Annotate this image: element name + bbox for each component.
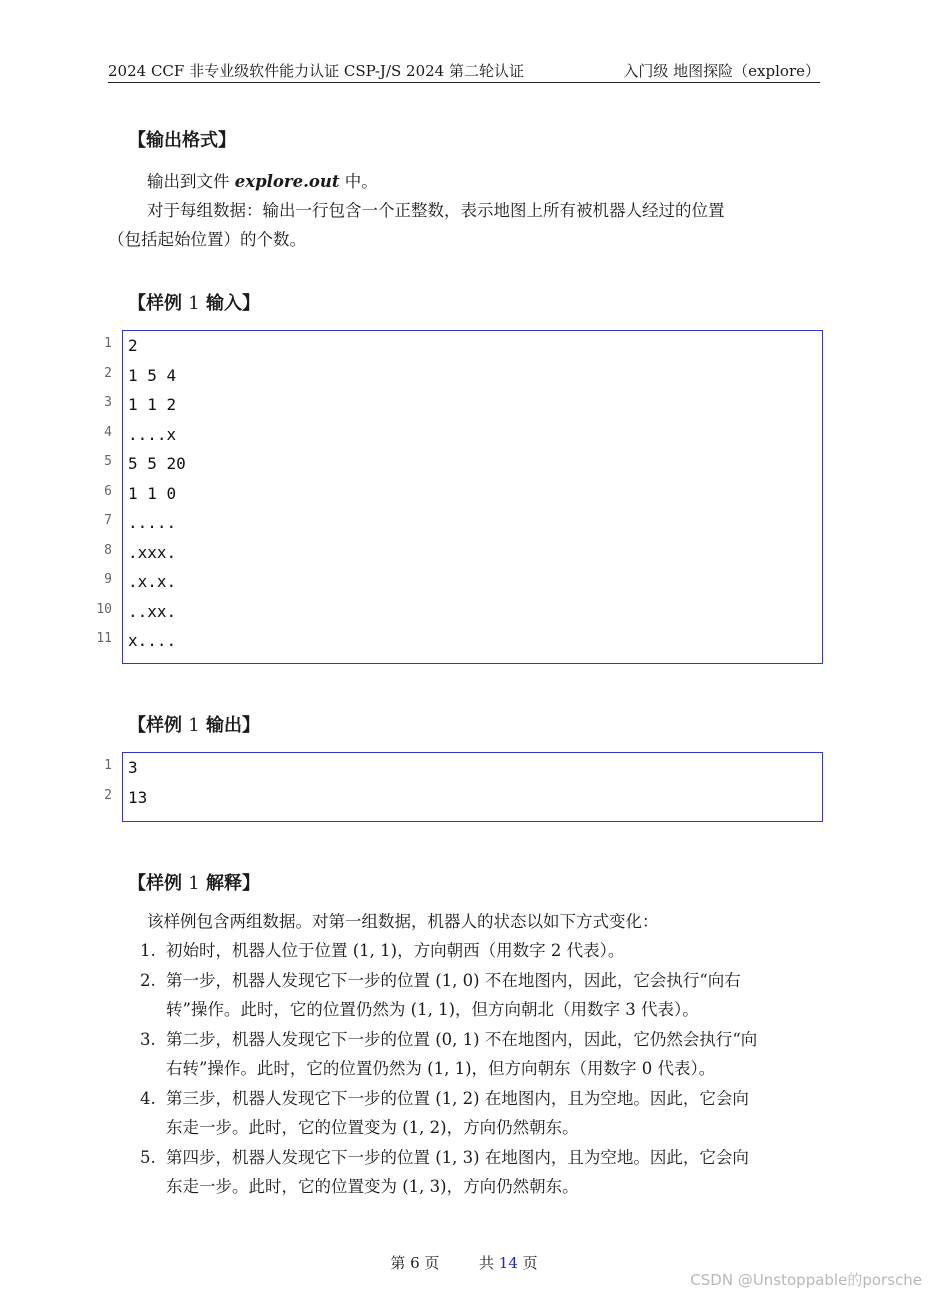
code-line [0,336,928,365]
line-number: 3 [104,395,112,410]
code-line [0,395,928,424]
sample-input-lines [0,336,928,656]
line-text: 5 5 20 [128,454,186,473]
explanation-item: 3. 第二步，机器人发现它下一步的位置 (0, 1) 不在地图内，因此，它仍然会执行“向 右转”操作。此时，它的位置仍然为 (1, 1)，但方向朝东（用数字 0 代表）。 [140,1030,758,1078]
line-text: ..... [128,513,177,532]
line-number: 2 [104,365,112,381]
line-text: x.... [128,631,177,650]
output-filename: explore.out [234,172,340,191]
code-line [0,758,928,787]
explanation-item: 2. 第一步，机器人发现它下一步的位置 (1, 0) 不在地图内，因此，它会执行“向右 转”操作。此时，它的位置仍然为 (1, 1)，但方向朝北（用数字 3 代表）。 [140,971,741,1019]
header-divider [108,82,820,83]
code-line [0,631,928,660]
line-text: ..xx. [128,601,177,621]
line-number: 10 [96,601,112,617]
explanation-item: 4. 第三步，机器人发现它下一步的位置 (1, 2) 在地图内，且为空地。因此，它会向 东走一步。此时，它的位置变为 (1, 2)，方向仍然朝东。 [140,1089,749,1137]
line-number: 6 [104,483,112,499]
line-text: .x.x. [128,572,177,591]
line-number: 1 [104,758,112,773]
code-line [0,788,928,817]
line-text: .xxx. [128,542,177,562]
line-text: 2 [128,336,138,355]
code-line [0,484,928,513]
line-text: 13 [128,787,148,807]
output-format-line-3: （包括起始位置）的个数。 [108,230,306,249]
csdn-watermark: CSDN @Unstoppable的porsche [690,1271,922,1289]
line-text: 1 5 4 [128,365,177,385]
total-pages: 共 14 页 [479,1254,538,1272]
line-number: 4 [104,424,112,440]
explanation-intro: 该样例包含两组数据。对第一组数据，机器人的状态以如下方式变化： [147,912,659,931]
sample-output-lines [0,758,928,818]
code-line [0,454,928,483]
line-number: 8 [104,542,112,558]
output-format-heading: 【输出格式】 [128,130,236,151]
code-line [0,425,928,454]
code-line [0,602,928,631]
page-number: 第 6 页 [390,1254,440,1272]
line-number: 11 [96,631,112,646]
explanation-heading: 【样例 1 解释】 [128,873,261,894]
line-text: 3 [128,758,138,777]
output-format-line-1: 输出到文件 explore.out 中。 [147,172,378,191]
explanation-item: 1. 初始时，机器人位于位置 (1, 1)，方向朝西（用数字 2 代表）。 [140,941,625,960]
code-line [0,513,928,542]
line-text: 1 1 0 [128,483,177,503]
sample-input-heading: 【样例 1 输入】 [128,293,261,314]
output-format-line-2: 对于每组数据：输出一行包含一个正整数，表示地图上所有被机器人经过的位置 [147,201,725,220]
line-number: 1 [104,336,112,351]
line-number: 9 [104,572,112,587]
explanation-item: 5. 第四步，机器人发现它下一步的位置 (1, 3) 在地图内，且为空地。因此，它会向 东走一步。此时，它的位置变为 (1, 3)，方向仍然朝东。 [140,1148,749,1196]
line-text: ....x [128,424,177,444]
line-number: 5 [104,454,112,469]
header-problem-name: 入门级 地图探险（explore） [623,62,820,80]
code-line [0,543,928,572]
line-text: 1 1 2 [128,395,177,414]
code-line [0,572,928,601]
line-number: 2 [104,787,112,803]
header-title: 2024 CCF 非专业级软件能力认证 CSP-J/S 2024 第二轮认证 [108,62,524,80]
line-number: 7 [104,513,112,528]
code-line [0,366,928,395]
sample-output-heading: 【样例 1 输出】 [128,715,261,736]
